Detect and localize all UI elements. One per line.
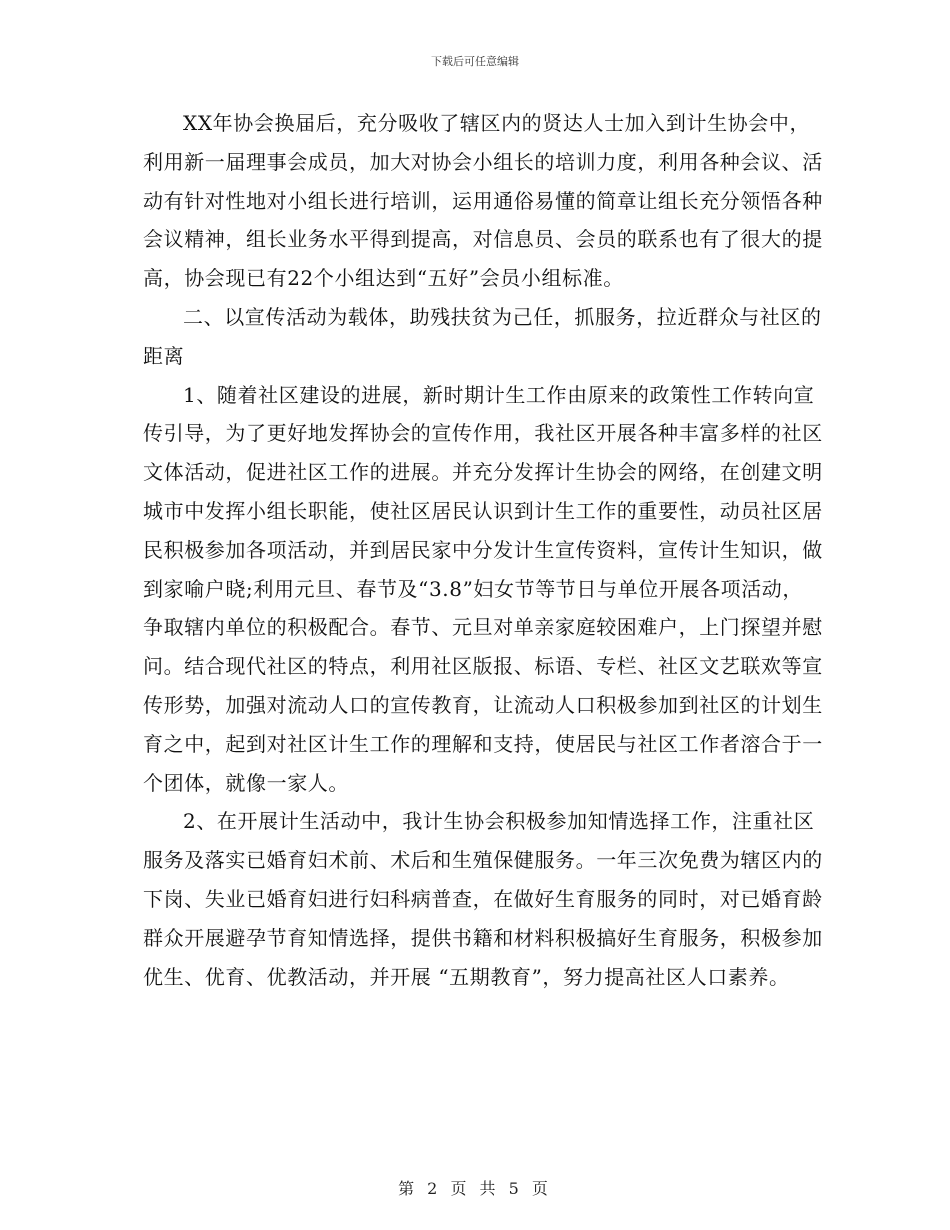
page-number-footer: 第 2 页 共 5 页 (398, 1179, 552, 1198)
paragraph-community-publicity: 1、随着社区建设的进展，新时期计生工作由原来的政策性工作转向宣传引导，为了更好地发挥协会的宣传作用，我社区开展各种丰富多样的社区文体活动，促进社区工作的进展。并充分发挥计生协会的网络，在创建文明城市中发挥小组长职能，使社区居民认识到计生工作的重要性，动员社区居民积极参加各项活动，并到居民家中分发计生宣传资料，宣传计生知识，做到家喻户晓;利用元旦、春节及“3.8”妇女节等节日与单位开展各项活动，争取辖内单位的积极配合。春节、元旦对单亲家庭较困难户，上门探望并慰问。结合现代社区的特点，利用社区版报、标语、专栏、社区文艺联欢等宣传形势，加强对流动人口的宣传教育，让流动人口积极参加到社区的计划生育之中，起到对社区计生工作的理解和支持，使居民与社区工作者溶合于一个团体，就像一家人。 (143, 382, 823, 795)
paragraph-association-reelection: XX年协会换届后，充分吸收了辖区内的贤达人士加入到计生协会中，利用新一届理事会成员，加大对协会小组长的培训力度，利用各种会议、活动有针对性地对小组长进行培训，运用通俗易懂的简章让组长充分领悟各种会议精神，组长业务水平得到提高，对信息员、会员的联系也有了很大的提高，协会现已有22个小组达到“五好”会员小组标准。 (143, 111, 823, 291)
paragraph-family-planning-services: 2、在开展计生活动中，我计生协会积极参加知情选择工作，注重社区服务及落实已婚育妇术前、术后和生殖保健服务。一年三次免费为辖区内的下岗、失业已婚育妇进行妇科病普查，在做好生育服务的同时，对已婚育龄群众开展避孕节育知情选择，提供书籍和材料积极搞好生育服务，积极参加优生、优育、优教活动，并开展 “五期教育”，努力提高社区人口素养。 (143, 809, 823, 989)
document-body (143, 104, 823, 996)
section-heading-publicity: 二、以宣传活动为载体，助残扶贫为己任，抓服务，拉近群众与社区的距离 (143, 304, 822, 368)
page-header-note: 下载后可任意编辑 (431, 55, 519, 68)
